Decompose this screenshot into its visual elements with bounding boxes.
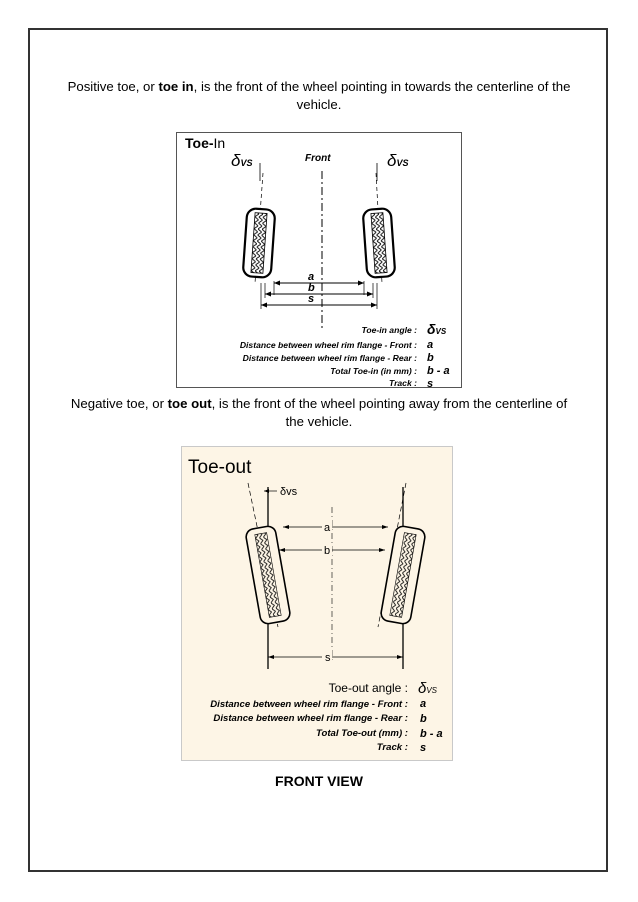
legend1-symbol-2: b	[427, 352, 434, 364]
toe-out-svg	[182, 447, 454, 762]
toe-in-paragraph	[60, 78, 578, 114]
delta-left-label: δVS	[231, 151, 253, 170]
dimension-s-label: s	[308, 293, 315, 305]
legend1-label-2: Distance between wheel rim flange - Rear :	[242, 353, 417, 363]
toe-in-term: toe in	[158, 79, 194, 94]
right-wheel	[363, 208, 396, 278]
legend2-symbol-1: a	[420, 698, 427, 710]
dimension-b-label: b	[308, 282, 315, 294]
toe-in-legend	[240, 325, 417, 388]
toe-in-legend-symbols	[427, 321, 450, 389]
legend1-symbol-0: δVS	[427, 321, 447, 337]
right-wheel-out	[380, 525, 426, 625]
toe-out-legend-symbols	[418, 680, 443, 754]
toe-out-diagram	[181, 446, 453, 761]
toe-out-term: toe out	[167, 396, 212, 411]
legend2-label-3: Total Toe-out (mm) :	[315, 728, 408, 739]
legend2-symbol-0: δVS	[418, 680, 438, 697]
legend2-symbol-3: b - a	[420, 728, 443, 740]
dimension-s-label-out: s	[325, 652, 331, 664]
front-view-caption: FRONT VIEW	[275, 773, 363, 789]
legend1-label-4: Track :	[388, 378, 417, 388]
toe-in-svg	[177, 133, 463, 389]
delta-right-label: δVS	[387, 151, 409, 170]
legend1-symbol-3: b - a	[427, 365, 450, 377]
legend1-symbol-1: a	[427, 339, 434, 351]
toe-in-text-before: Positive toe, or	[67, 79, 159, 94]
legend2-symbol-4: s	[420, 742, 427, 754]
front-label: Front	[305, 153, 331, 164]
legend2-label-4: Track :	[376, 742, 408, 753]
toe-out-text-before: Negative toe, or	[70, 396, 168, 411]
dimension-b-label-out: b	[324, 545, 331, 557]
toe-out-delta-label: δvs	[280, 486, 298, 498]
dimension-a-label-out: a	[324, 522, 331, 534]
legend1-label-0: Toe-in angle :	[361, 325, 417, 335]
legend1-symbol-4: s	[427, 378, 434, 389]
toe-out-paragraph	[60, 395, 578, 431]
legend2-label-0: Toe-out angle :	[328, 681, 408, 695]
legend1-label-3: Total Toe-in (in mm) :	[330, 366, 417, 376]
legend2-symbol-2: b	[420, 713, 427, 725]
toe-out-title: Toe-out	[188, 457, 252, 478]
toe-in-text-after: , is the front of the wheel pointing in towards the centerline of the vehicle.	[193, 79, 571, 112]
left-wheel-out	[245, 525, 291, 625]
left-wheel	[243, 208, 276, 278]
toe-out-legend	[210, 681, 408, 753]
toe-in-diagram	[176, 132, 462, 388]
legend2-label-1: Distance between wheel rim flange - Front :	[210, 699, 408, 710]
legend1-label-1: Distance between wheel rim flange - Front :	[239, 340, 417, 350]
legend2-label-2: Distance between wheel rim flange - Rear :	[213, 713, 408, 724]
toe-out-text-after: , is the front of the wheel pointing away from the centerline of the vehicle.	[211, 396, 568, 429]
dimension-a-label: a	[308, 271, 315, 283]
toe-in-title: Toe-In	[185, 135, 226, 151]
